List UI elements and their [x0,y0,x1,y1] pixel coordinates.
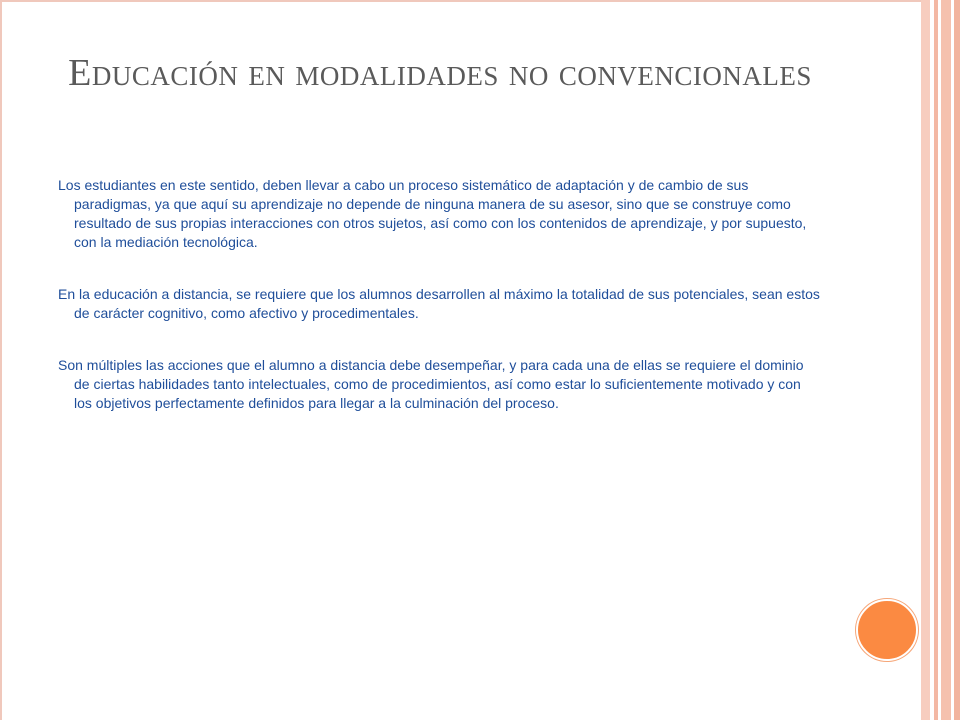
slide-title: Educación en modalidades no convencionales [68,52,812,94]
decorative-right-border [921,0,960,720]
slide-body [58,176,820,446]
border-stripe [954,0,960,720]
border-stripe [941,0,951,720]
paragraph-1: Los estudiantes en este sentido, deben llevar a cabo un proceso sistemático de adaptación y de cambio de sus paradigmas, ya que aquí su aprendizaje no depende de ninguna manera de su asesor, sino que se construye como resultado de sus propias interacciones con otros sujetos, así como con los contenidos de aprendizaje, y por supuesto, con la mediación tecnológica. [58,177,807,250]
paragraph-3: Son múltiples las acciones que el alumno a distancia debe desempeñar, y para cada una de ellas se requiere el dominio de ciertas habilidades tanto intelectuales, como de procedimientos, así como estar lo suficientemente motivado y con los objetivos perfectamente definidos para llegar a la culminación del proceso. [58,357,804,411]
decorative-orange-circle [856,599,918,661]
paragraph-2: En la educación a distancia, se requiere que los alumnos desarrollen al máximo la totalidad de sus potenciales, sean estos de carácter cognitivo, como afectivo y procedimentales. [58,286,820,321]
border-stripe [921,0,930,720]
